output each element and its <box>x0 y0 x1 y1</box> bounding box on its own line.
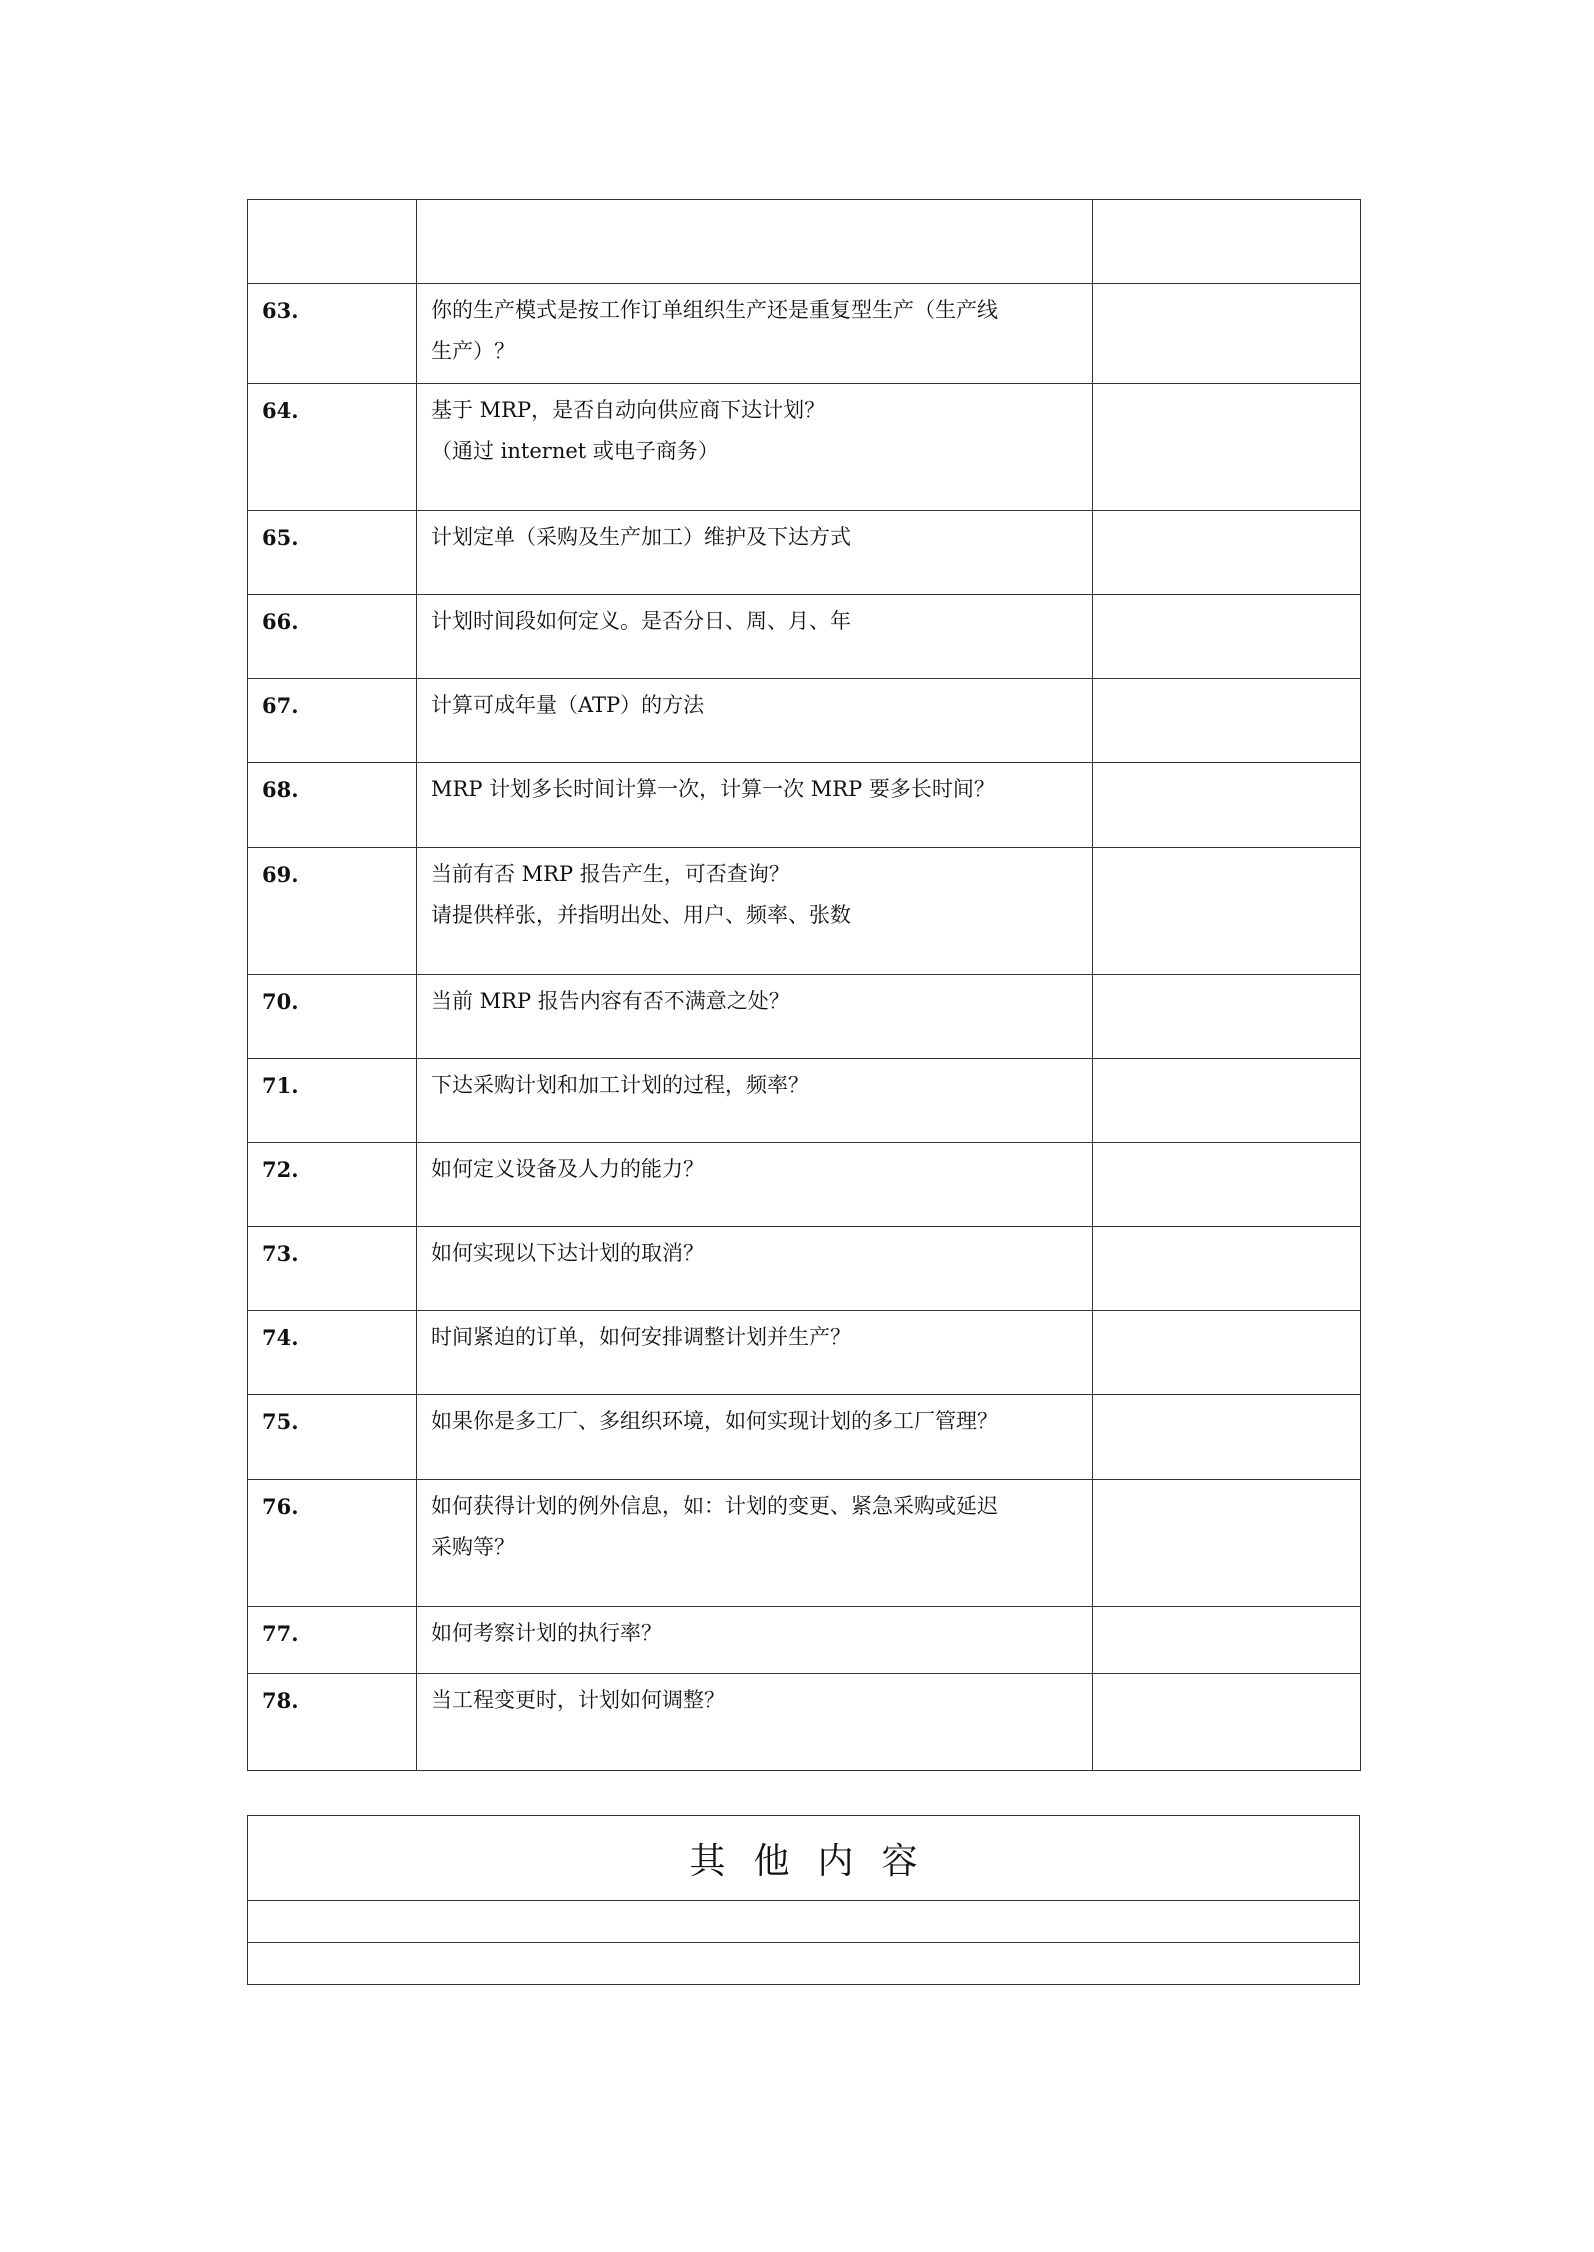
table-row <box>248 1674 1361 1771</box>
question-text <box>417 848 1093 975</box>
question-number: 66. <box>248 595 417 679</box>
answer-cell[interactable] <box>1093 284 1361 384</box>
question-line: 如何获得计划的例外信息，如：计划的变更、紧急采购或延迟 <box>431 1494 998 1518</box>
question-line: 你的生产模式是按工作订单组织生产还是重复型生产（生产线 <box>431 298 998 322</box>
question-number: 75. <box>248 1395 417 1480</box>
answer-cell[interactable] <box>1093 1607 1361 1674</box>
table-row <box>248 848 1361 975</box>
question-line: 如果你是多工厂、多组织环境，如何实现计划的多工厂管理？ <box>431 1409 998 1433</box>
question-number: 73. <box>248 1227 417 1311</box>
table-row <box>248 1901 1360 1943</box>
question-text <box>417 1674 1093 1771</box>
question-number <box>248 200 417 284</box>
table-row <box>248 384 1361 511</box>
question-text <box>417 1607 1093 1674</box>
question-text <box>417 1311 1093 1395</box>
question-text <box>417 200 1093 284</box>
question-line: 时间紧迫的订单，如何安排调整计划并生产？ <box>431 1325 851 1349</box>
table-row <box>248 1943 1360 1985</box>
table-row <box>248 284 1361 384</box>
answer-cell[interactable] <box>1093 1227 1361 1311</box>
answer-cell[interactable] <box>1093 848 1361 975</box>
question-number: 69. <box>248 848 417 975</box>
other-content-title: 其他内容 <box>248 1816 1360 1901</box>
question-text <box>417 384 1093 511</box>
question-number: 77. <box>248 1607 417 1674</box>
question-line: 计算可成年量（ATP）的方法 <box>431 693 705 717</box>
table-row <box>248 1480 1361 1607</box>
answer-cell[interactable] <box>1093 200 1361 284</box>
table-row <box>248 975 1361 1059</box>
question-text <box>417 1227 1093 1311</box>
question-line: MRP 计划多长时间计算一次，计算一次 MRP 要多长时间？ <box>431 777 995 801</box>
questionnaire-table <box>247 199 1361 1771</box>
table-row <box>248 1816 1360 1901</box>
answer-cell[interactable] <box>1093 763 1361 848</box>
table-row <box>248 1143 1361 1227</box>
blank-entry-row[interactable] <box>248 1901 1360 1943</box>
answer-cell[interactable] <box>1093 1059 1361 1143</box>
answer-cell[interactable] <box>1093 511 1361 595</box>
question-text <box>417 1480 1093 1607</box>
question-text <box>417 763 1093 848</box>
question-number: 67. <box>248 679 417 763</box>
question-number: 74. <box>248 1311 417 1395</box>
answer-cell[interactable] <box>1093 1480 1361 1607</box>
question-text <box>417 679 1093 763</box>
question-number: 71. <box>248 1059 417 1143</box>
question-line: 如何实现以下达计划的取消？ <box>431 1241 704 1265</box>
question-text <box>417 284 1093 384</box>
question-text <box>417 1143 1093 1227</box>
question-line: 当前有否 MRP 报告产生，可否查询？ <box>431 862 790 886</box>
question-number: 64. <box>248 384 417 511</box>
table-row <box>248 763 1361 848</box>
question-line: 下达采购计划和加工计划的过程，频率？ <box>431 1073 809 1097</box>
question-text <box>417 595 1093 679</box>
question-line: 当前 MRP 报告内容有否不满意之处？ <box>431 989 790 1013</box>
question-number: 76. <box>248 1480 417 1607</box>
table-row <box>248 200 1361 284</box>
table-row <box>248 511 1361 595</box>
question-text <box>417 975 1093 1059</box>
answer-cell[interactable] <box>1093 975 1361 1059</box>
question-line: 生产）？ <box>431 339 515 363</box>
answer-cell[interactable] <box>1093 1674 1361 1771</box>
question-number: 63. <box>248 284 417 384</box>
question-number: 78. <box>248 1674 417 1771</box>
answer-cell[interactable] <box>1093 679 1361 763</box>
other-content-table <box>247 1815 1360 1985</box>
answer-cell[interactable] <box>1093 384 1361 511</box>
question-number: 68. <box>248 763 417 848</box>
question-line: （通过 internet 或电子商务） <box>431 439 719 463</box>
table-row <box>248 679 1361 763</box>
question-number: 70. <box>248 975 417 1059</box>
question-text <box>417 511 1093 595</box>
table-row <box>248 1311 1361 1395</box>
question-line: 采购等？ <box>431 1535 515 1559</box>
table-row <box>248 1059 1361 1143</box>
table-row <box>248 1395 1361 1480</box>
table-row <box>248 1227 1361 1311</box>
blank-entry-row[interactable] <box>248 1943 1360 1985</box>
question-number: 65. <box>248 511 417 595</box>
question-line: 如何考察计划的执行率？ <box>431 1621 662 1645</box>
table-row <box>248 595 1361 679</box>
question-line: 如何定义设备及人力的能力？ <box>431 1157 704 1181</box>
question-line: 基于 MRP，是否自动向供应商下达计划？ <box>431 398 826 422</box>
question-line: 请提供样张，并指明出处、用户、频率、张数 <box>431 903 851 927</box>
answer-cell[interactable] <box>1093 595 1361 679</box>
question-text <box>417 1059 1093 1143</box>
answer-cell[interactable] <box>1093 1395 1361 1480</box>
answer-cell[interactable] <box>1093 1143 1361 1227</box>
question-number: 72. <box>248 1143 417 1227</box>
question-text <box>417 1395 1093 1480</box>
question-line: 计划定单（采购及生产加工）维护及下达方式 <box>431 525 851 549</box>
answer-cell[interactable] <box>1093 1311 1361 1395</box>
question-line: 当工程变更时，计划如何调整？ <box>431 1688 725 1712</box>
table-row <box>248 1607 1361 1674</box>
question-line: 计划时间段如何定义。是否分日、周、月、年 <box>431 609 851 633</box>
